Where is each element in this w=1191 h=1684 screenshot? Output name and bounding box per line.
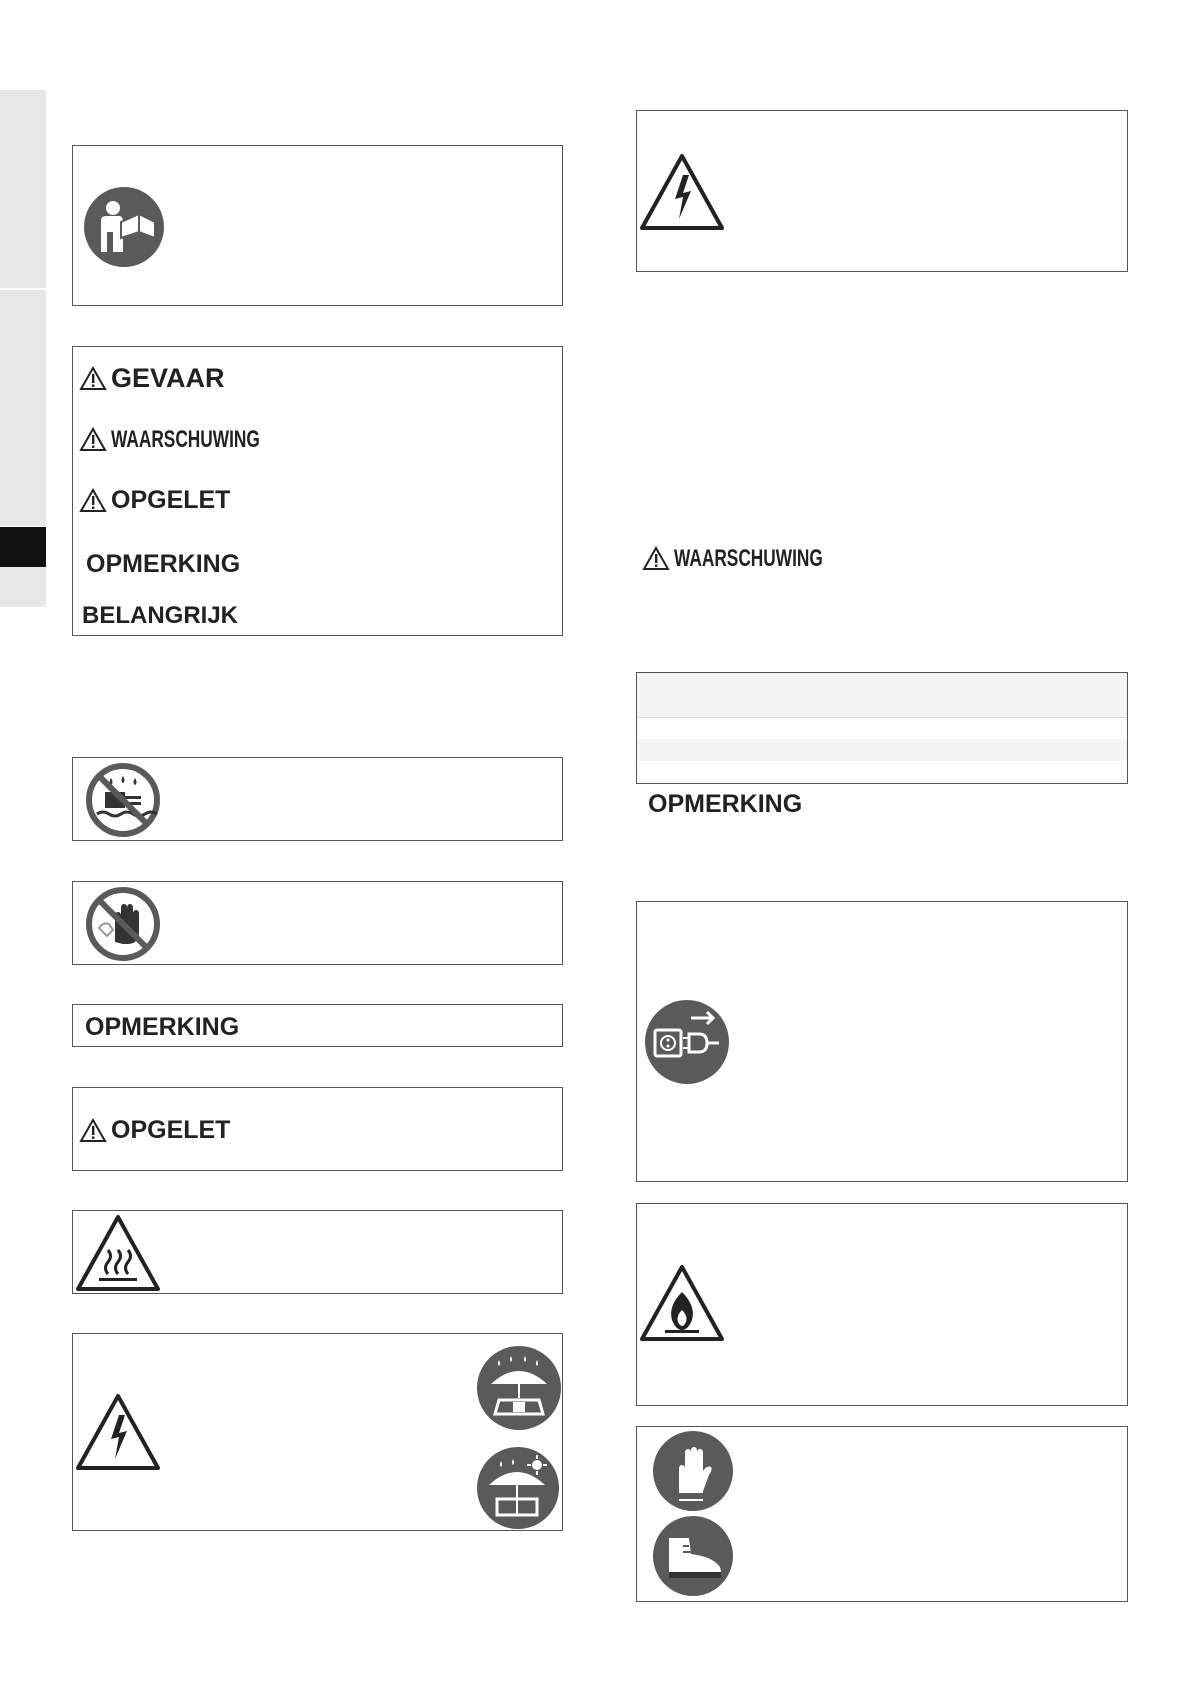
unplug-icon [645, 1000, 729, 1084]
caution-text: OPGELET [111, 1116, 231, 1144]
no-water-cleaning-icon [85, 762, 161, 838]
note-box [72, 1004, 563, 1047]
hot-surface-warning-icon [75, 1214, 161, 1292]
no-touch-box [72, 881, 563, 965]
electric-shock-warning-icon [639, 153, 725, 231]
warning-label [642, 546, 881, 571]
section-tab-1 [0, 90, 46, 288]
electric-weather-box [72, 1333, 563, 1531]
fire-warning-box [636, 1203, 1128, 1406]
warning-triangle-icon [642, 546, 670, 571]
warning-triangle-icon [79, 488, 107, 513]
warning-text: WAARSCHUWING [674, 544, 823, 572]
electric-warning-box [636, 110, 1128, 272]
signal-words-box [72, 346, 563, 636]
caution-label [79, 488, 230, 513]
note-text: OPMERKING [85, 1013, 240, 1041]
no-water-box [72, 757, 563, 841]
warning-triangle-icon [79, 427, 107, 452]
read-manual-icon [83, 186, 165, 268]
caution-box [72, 1087, 563, 1171]
note-text: OPMERKING [648, 790, 803, 818]
ppe-box [636, 1426, 1128, 1602]
warning-triangle-icon [79, 1118, 107, 1143]
section-tab-active [0, 527, 46, 567]
important-text: BELANGRIJK [82, 602, 239, 629]
section-tab-2 [0, 290, 46, 526]
section-tab-3 [0, 567, 46, 607]
table-row [637, 739, 1127, 761]
wear-gloves-icon [653, 1431, 733, 1511]
note-text: OPMERKING [86, 550, 241, 578]
table-header-row [637, 673, 1127, 718]
warning-triangle-icon [79, 366, 107, 391]
electric-shock-warning-icon [75, 1393, 161, 1471]
hot-surface-box [72, 1210, 563, 1294]
danger-label [79, 365, 225, 392]
danger-text: GEVAAR [111, 363, 225, 393]
fire-warning-icon [639, 1264, 725, 1342]
warning-text: WAARSCHUWING [111, 425, 260, 453]
caution-label [79, 1118, 230, 1143]
spec-table-box [636, 672, 1128, 784]
no-sun-rain-icon [477, 1447, 559, 1529]
warning-label [79, 427, 318, 452]
read-manual-box [72, 145, 563, 306]
wear-safety-boots-icon [653, 1516, 733, 1596]
unplug-box [636, 901, 1128, 1182]
caution-text: OPGELET [111, 486, 231, 514]
do-not-touch-icon [85, 886, 161, 962]
no-rain-icon [477, 1346, 561, 1430]
